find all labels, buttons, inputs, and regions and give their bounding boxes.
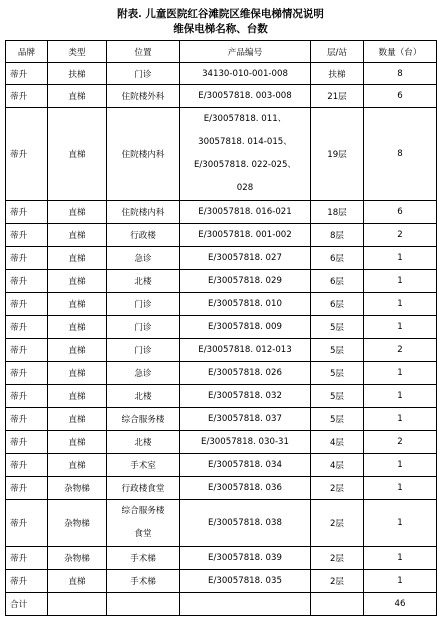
floors-cell: 2层	[311, 547, 364, 570]
brand-cell: 蒂升	[6, 500, 48, 547]
code-cell: 34130-010-001-008	[180, 63, 311, 85]
location-cell: 综合服务楼	[107, 408, 180, 431]
table-row	[6, 500, 437, 547]
code-cell: E/30057818. 030-31	[180, 431, 311, 454]
table-row	[6, 247, 437, 270]
code-cell: E/30057818. 029	[180, 270, 311, 293]
location-cell: 门诊	[107, 293, 180, 316]
location-cell: 住院楼内科	[107, 201, 180, 224]
brand-cell: 蒂升	[6, 224, 48, 247]
header-quantity: 数量（台）	[364, 41, 437, 63]
brand-cell: 蒂升	[6, 201, 48, 224]
table-row	[6, 108, 437, 201]
header-floors: 层/站	[311, 41, 364, 63]
brand-cell: 蒂升	[6, 270, 48, 293]
brand-cell: 蒂升	[6, 408, 48, 431]
code-cell: E/30057818. 037	[180, 408, 311, 431]
floors-cell: 18层	[311, 201, 364, 224]
location-cell: 手术室	[107, 454, 180, 477]
brand-cell: 蒂升	[6, 316, 48, 339]
brand-cell: 蒂升	[6, 431, 48, 454]
type-cell: 扶梯	[48, 63, 107, 85]
quantity-cell: 1	[364, 385, 437, 408]
code-cell	[180, 108, 311, 201]
floors-cell: 2层	[311, 500, 364, 547]
location-cell: 北楼	[107, 385, 180, 408]
location-cell: 手术梯	[107, 570, 180, 593]
type-cell: 直梯	[48, 570, 107, 593]
code-cell: E/30057818. 009	[180, 316, 311, 339]
floors-cell: 2层	[311, 570, 364, 593]
brand-cell: 蒂升	[6, 293, 48, 316]
type-cell: 直梯	[48, 408, 107, 431]
type-cell: 直梯	[48, 385, 107, 408]
floors-cell: 5层	[311, 408, 364, 431]
quantity-cell: 6	[364, 85, 437, 108]
table-row	[6, 224, 437, 247]
brand-cell: 蒂升	[6, 339, 48, 362]
code-cell: E/30057818. 016-021	[180, 201, 311, 224]
floors-cell: 4层	[311, 454, 364, 477]
code-cell: E/30057818. 026	[180, 362, 311, 385]
elevator-table	[5, 40, 437, 616]
quantity-cell: 1	[364, 270, 437, 293]
header-row	[6, 41, 437, 63]
location-cell: 北楼	[107, 431, 180, 454]
quantity-cell: 1	[364, 500, 437, 547]
floors-cell: 2层	[311, 477, 364, 500]
table-row	[6, 270, 437, 293]
floors-cell: 5层	[311, 316, 364, 339]
brand-cell: 蒂升	[6, 570, 48, 593]
code-cell: E/30057818. 027	[180, 247, 311, 270]
code-cell: E/30057818. 034	[180, 454, 311, 477]
code-cell-line: 30057818. 014-015、	[198, 137, 292, 147]
table-row	[6, 316, 437, 339]
quantity-cell: 1	[364, 547, 437, 570]
code-cell: E/30057818. 003-008	[180, 85, 311, 108]
location-cell-line: 食堂	[134, 529, 152, 539]
quantity-cell: 1	[364, 454, 437, 477]
quantity-cell: 8	[364, 108, 437, 201]
floors-cell: 19层	[311, 108, 364, 201]
table-row	[6, 477, 437, 500]
table-row	[6, 454, 437, 477]
location-cell-line: 综合服务楼	[121, 506, 165, 516]
empty-cell	[48, 593, 107, 616]
location-cell: 门诊	[107, 316, 180, 339]
location-cell: 住院楼内科	[107, 108, 180, 201]
table-row	[6, 570, 437, 593]
document-title	[0, 7, 441, 37]
location-cell: 住院楼外科	[107, 85, 180, 108]
table-row	[6, 85, 437, 108]
type-cell: 直梯	[48, 270, 107, 293]
type-cell: 直梯	[48, 108, 107, 201]
quantity-cell: 6	[364, 201, 437, 224]
code-cell: E/30057818. 038	[180, 500, 311, 547]
code-cell-line: 028	[236, 183, 254, 193]
table-row	[6, 201, 437, 224]
location-cell: 行政楼食堂	[107, 477, 180, 500]
brand-cell: 蒂升	[6, 247, 48, 270]
floors-cell: 6层	[311, 247, 364, 270]
floors-cell: 8层	[311, 224, 364, 247]
quantity-cell: 1	[364, 293, 437, 316]
type-cell: 杂物梯	[48, 500, 107, 547]
brand-cell: 蒂升	[6, 477, 48, 500]
code-cell-line: E/30057818. 022-025、	[193, 160, 297, 170]
header-location: 位置	[107, 41, 180, 63]
empty-cell	[180, 593, 311, 616]
table-row	[6, 385, 437, 408]
code-cell: E/30057818. 001-002	[180, 224, 311, 247]
location-cell: 行政楼	[107, 224, 180, 247]
type-cell: 直梯	[48, 293, 107, 316]
code-cell: E/30057818. 032	[180, 385, 311, 408]
type-cell: 杂物梯	[48, 547, 107, 570]
quantity-cell: 2	[364, 431, 437, 454]
location-cell	[107, 500, 180, 547]
total-quantity: 46	[364, 593, 437, 616]
table-body	[6, 41, 437, 616]
brand-cell: 蒂升	[6, 385, 48, 408]
brand-cell: 蒂升	[6, 63, 48, 85]
empty-cell	[311, 593, 364, 616]
table-row	[6, 547, 437, 570]
type-cell: 杂物梯	[48, 477, 107, 500]
type-cell: 直梯	[48, 85, 107, 108]
table-row	[6, 431, 437, 454]
brand-cell: 蒂升	[6, 108, 48, 201]
title-line-2: 维保电梯名称、台数	[173, 23, 268, 35]
quantity-cell: 2	[364, 224, 437, 247]
floors-cell: 扶梯	[311, 63, 364, 85]
quantity-cell: 1	[364, 316, 437, 339]
location-cell: 门诊	[107, 339, 180, 362]
floors-cell: 21层	[311, 85, 364, 108]
brand-cell: 蒂升	[6, 454, 48, 477]
type-cell: 直梯	[48, 454, 107, 477]
total-label: 合计	[6, 593, 48, 616]
floors-cell: 5层	[311, 385, 364, 408]
quantity-cell: 8	[364, 63, 437, 85]
code-cell: E/30057818. 012-013	[180, 339, 311, 362]
type-cell: 直梯	[48, 362, 107, 385]
table-row	[6, 362, 437, 385]
code-cell-line: E/30057818. 011、	[203, 114, 287, 124]
type-cell: 直梯	[48, 247, 107, 270]
title-line-1: 附表. 儿童医院红谷滩院区维保电梯情况说明	[117, 8, 324, 20]
floors-cell: 5层	[311, 339, 364, 362]
floors-cell: 4层	[311, 431, 364, 454]
type-cell: 直梯	[48, 316, 107, 339]
location-cell: 门诊	[107, 63, 180, 85]
quantity-cell: 1	[364, 362, 437, 385]
quantity-cell: 1	[364, 247, 437, 270]
table-row	[6, 293, 437, 316]
type-cell: 直梯	[48, 431, 107, 454]
type-cell: 直梯	[48, 224, 107, 247]
brand-cell: 蒂升	[6, 362, 48, 385]
location-cell: 北楼	[107, 270, 180, 293]
code-cell: E/30057818. 035	[180, 570, 311, 593]
code-cell: E/30057818. 010	[180, 293, 311, 316]
header-brand: 品牌	[6, 41, 48, 63]
brand-cell: 蒂升	[6, 547, 48, 570]
location-cell: 急诊	[107, 247, 180, 270]
brand-cell: 蒂升	[6, 85, 48, 108]
type-cell: 直梯	[48, 201, 107, 224]
table-row	[6, 408, 437, 431]
header-type: 类型	[48, 41, 107, 63]
floors-cell: 5层	[311, 362, 364, 385]
table-row	[6, 63, 437, 85]
total-row	[6, 593, 437, 616]
floors-cell: 6层	[311, 270, 364, 293]
header-code: 产品编号	[180, 41, 311, 63]
location-cell: 手术梯	[107, 547, 180, 570]
quantity-cell: 2	[364, 339, 437, 362]
type-cell: 直梯	[48, 339, 107, 362]
table-row	[6, 339, 437, 362]
location-cell: 急诊	[107, 362, 180, 385]
code-cell: E/30057818. 039	[180, 547, 311, 570]
quantity-cell: 1	[364, 477, 437, 500]
quantity-cell: 1	[364, 570, 437, 593]
floors-cell: 6层	[311, 293, 364, 316]
empty-cell	[107, 593, 180, 616]
code-cell: E/30057818. 036	[180, 477, 311, 500]
quantity-cell: 1	[364, 408, 437, 431]
